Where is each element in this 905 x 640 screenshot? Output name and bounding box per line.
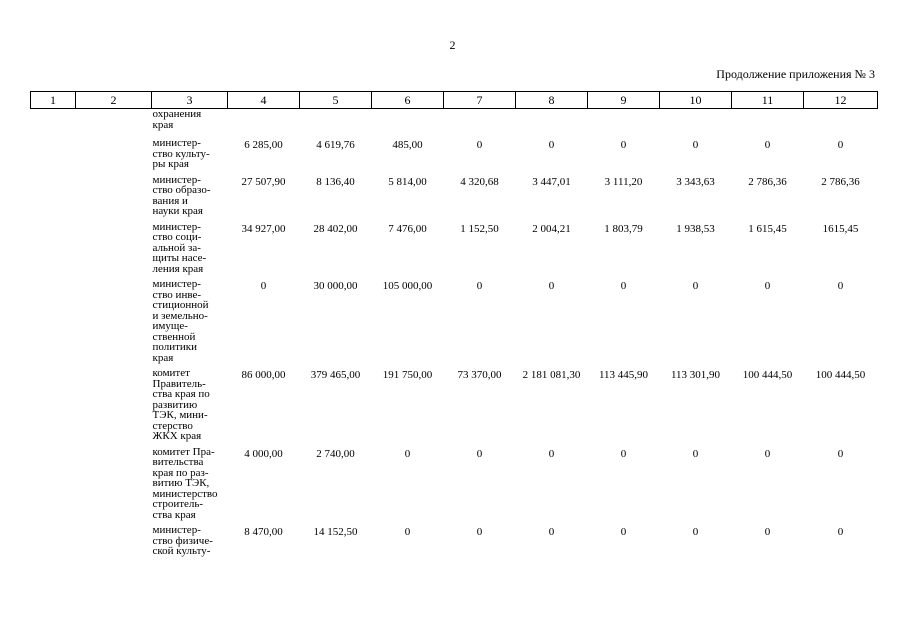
table-body — [31, 109, 878, 562]
value-col7: 4 320,68 — [460, 175, 499, 188]
cell-col1 — [31, 279, 76, 368]
value-col4: 86 000,00 — [241, 369, 286, 381]
value-col8: 0 — [548, 447, 555, 460]
value-col10: 1 938,53 — [676, 222, 715, 235]
responsible-body-name: министер- ство физиче- ской культу- — [152, 524, 213, 557]
column-number-11: 11 — [732, 92, 804, 109]
responsible-body-name: министер- ство соци- альной за- щиты насе- ления края — [152, 220, 207, 275]
cell-col1 — [31, 109, 76, 139]
value-col6: 7 476,00 — [388, 222, 427, 235]
value-col9: 0 — [620, 280, 627, 292]
cell-col2 — [76, 222, 152, 280]
cell-col2 — [76, 109, 152, 139]
table-row — [31, 368, 878, 447]
value-col5: 28 402,00 — [313, 222, 358, 235]
value-col7: 73 370,00 — [457, 369, 502, 381]
value-col10: 3 343,63 — [676, 175, 715, 188]
cell-col2 — [76, 368, 152, 447]
value-col11: 0 — [764, 447, 771, 460]
table-row — [31, 222, 878, 280]
cell-col1 — [31, 175, 76, 222]
appendix-table — [30, 91, 878, 562]
value-col5 — [300, 109, 372, 139]
value-col8: 0 — [548, 526, 555, 538]
column-number-7: 7 — [444, 92, 516, 109]
value-col12: 0 — [837, 447, 844, 460]
value-col4: 8 470,00 — [244, 526, 283, 538]
value-col5: 2 740,00 — [316, 447, 355, 460]
value-col7: 0 — [476, 139, 483, 151]
value-col6: 105 000,00 — [382, 280, 433, 292]
table-row — [31, 109, 878, 139]
value-col7: 0 — [476, 526, 483, 538]
value-col8: 2 181 081,30 — [522, 369, 581, 381]
responsible-body-name: министер- ство инве- стиционной и земельно- имуще- ственной политики края — [152, 278, 209, 364]
value-col10: 0 — [692, 280, 699, 292]
table-row — [31, 279, 878, 368]
column-number-1: 1 — [31, 92, 76, 109]
value-col6 — [372, 109, 444, 139]
value-col7 — [444, 109, 516, 139]
responsible-body-name: охранения края — [152, 108, 202, 131]
continuation-note: Продолжение приложения № 3 — [716, 67, 875, 81]
value-col9: 0 — [620, 139, 627, 151]
value-col12: 2 786,36 — [821, 175, 860, 188]
value-col8 — [516, 109, 588, 139]
value-col4 — [228, 109, 300, 139]
value-col11: 0 — [764, 526, 771, 538]
value-col5: 14 152,50 — [313, 526, 358, 538]
value-col8: 0 — [548, 139, 555, 151]
value-col5: 4 619,76 — [316, 139, 355, 151]
value-col9 — [588, 109, 660, 139]
table-row — [31, 138, 878, 175]
value-col12: 0 — [837, 139, 844, 151]
value-col9: 3 111,20 — [604, 175, 643, 188]
value-col7: 1 152,50 — [460, 222, 499, 235]
value-col4: 27 507,90 — [241, 175, 286, 188]
responsible-body-name: министер- ство образо- вания и науки края — [152, 173, 211, 217]
column-number-row — [31, 92, 878, 109]
value-col9: 113 445,90 — [598, 369, 649, 381]
value-col7: 0 — [476, 280, 483, 292]
cell-col2 — [76, 525, 152, 562]
value-col12: 0 — [837, 526, 844, 538]
value-col6: 485,00 — [392, 139, 423, 151]
table-row — [31, 447, 878, 526]
value-col11: 1 615,45 — [748, 222, 787, 235]
column-number-5: 5 — [300, 92, 372, 109]
cell-col1 — [31, 525, 76, 562]
value-col8: 2 004,21 — [532, 222, 571, 235]
value-col10: 113 301,90 — [670, 369, 721, 381]
responsible-body-name: комитет Правитель- ства края по развитию ТЭК, мини- стерство ЖКХ края — [152, 367, 210, 442]
value-col10: 0 — [692, 139, 699, 151]
value-col9: 0 — [620, 526, 627, 538]
value-col4: 0 — [260, 280, 267, 292]
value-col6: 191 750,00 — [382, 369, 433, 381]
value-col11: 0 — [764, 139, 771, 151]
column-number-3: 3 — [152, 92, 228, 109]
value-col8: 0 — [548, 280, 555, 292]
value-col9: 1 803,79 — [604, 222, 643, 235]
table-header — [31, 92, 878, 109]
value-col4: 34 927,00 — [241, 222, 286, 235]
value-col8: 3 447,01 — [532, 175, 571, 188]
value-col7: 0 — [476, 447, 483, 460]
column-number-8: 8 — [516, 92, 588, 109]
column-number-12: 12 — [804, 92, 878, 109]
value-col5: 30 000,00 — [313, 280, 358, 292]
cell-col1 — [31, 138, 76, 175]
value-col12: 0 — [837, 280, 844, 292]
column-number-10: 10 — [660, 92, 732, 109]
value-col11: 0 — [764, 280, 771, 292]
cell-col2 — [76, 447, 152, 526]
value-col6: 5 814,00 — [388, 175, 427, 188]
responsible-body-name: министер- ство культу- ры края — [152, 137, 210, 170]
value-col11: 100 444,50 — [742, 369, 793, 381]
value-col4: 6 285,00 — [244, 139, 283, 151]
column-number-9: 9 — [588, 92, 660, 109]
column-number-6: 6 — [372, 92, 444, 109]
table-row — [31, 525, 878, 562]
table-row — [31, 175, 878, 222]
column-number-4: 4 — [228, 92, 300, 109]
value-col6: 0 — [404, 526, 411, 538]
value-col4: 4 000,00 — [244, 447, 283, 460]
cell-col1 — [31, 222, 76, 280]
value-col9: 0 — [620, 447, 627, 460]
value-col12: 100 444,50 — [815, 369, 866, 381]
page-number: 2 — [449, 38, 456, 52]
cell-col1 — [31, 447, 76, 526]
cell-col2 — [76, 279, 152, 368]
value-col10: 0 — [692, 447, 699, 460]
value-col5: 8 136,40 — [316, 175, 355, 188]
value-col10: 0 — [692, 526, 699, 538]
cell-col2 — [76, 138, 152, 175]
responsible-body-name: комитет Пра- вительства края по раз- витию ТЭК, министерство строитель- ства края — [152, 445, 218, 521]
value-col10 — [660, 109, 732, 139]
value-col11 — [732, 109, 804, 139]
column-number-2: 2 — [76, 92, 152, 109]
cell-col1 — [31, 368, 76, 447]
value-col12: 1615,45 — [822, 222, 859, 235]
value-col5: 379 465,00 — [310, 369, 361, 381]
value-col6: 0 — [404, 447, 411, 460]
cell-col2 — [76, 175, 152, 222]
value-col11: 2 786,36 — [748, 175, 787, 188]
value-col12 — [804, 109, 878, 139]
